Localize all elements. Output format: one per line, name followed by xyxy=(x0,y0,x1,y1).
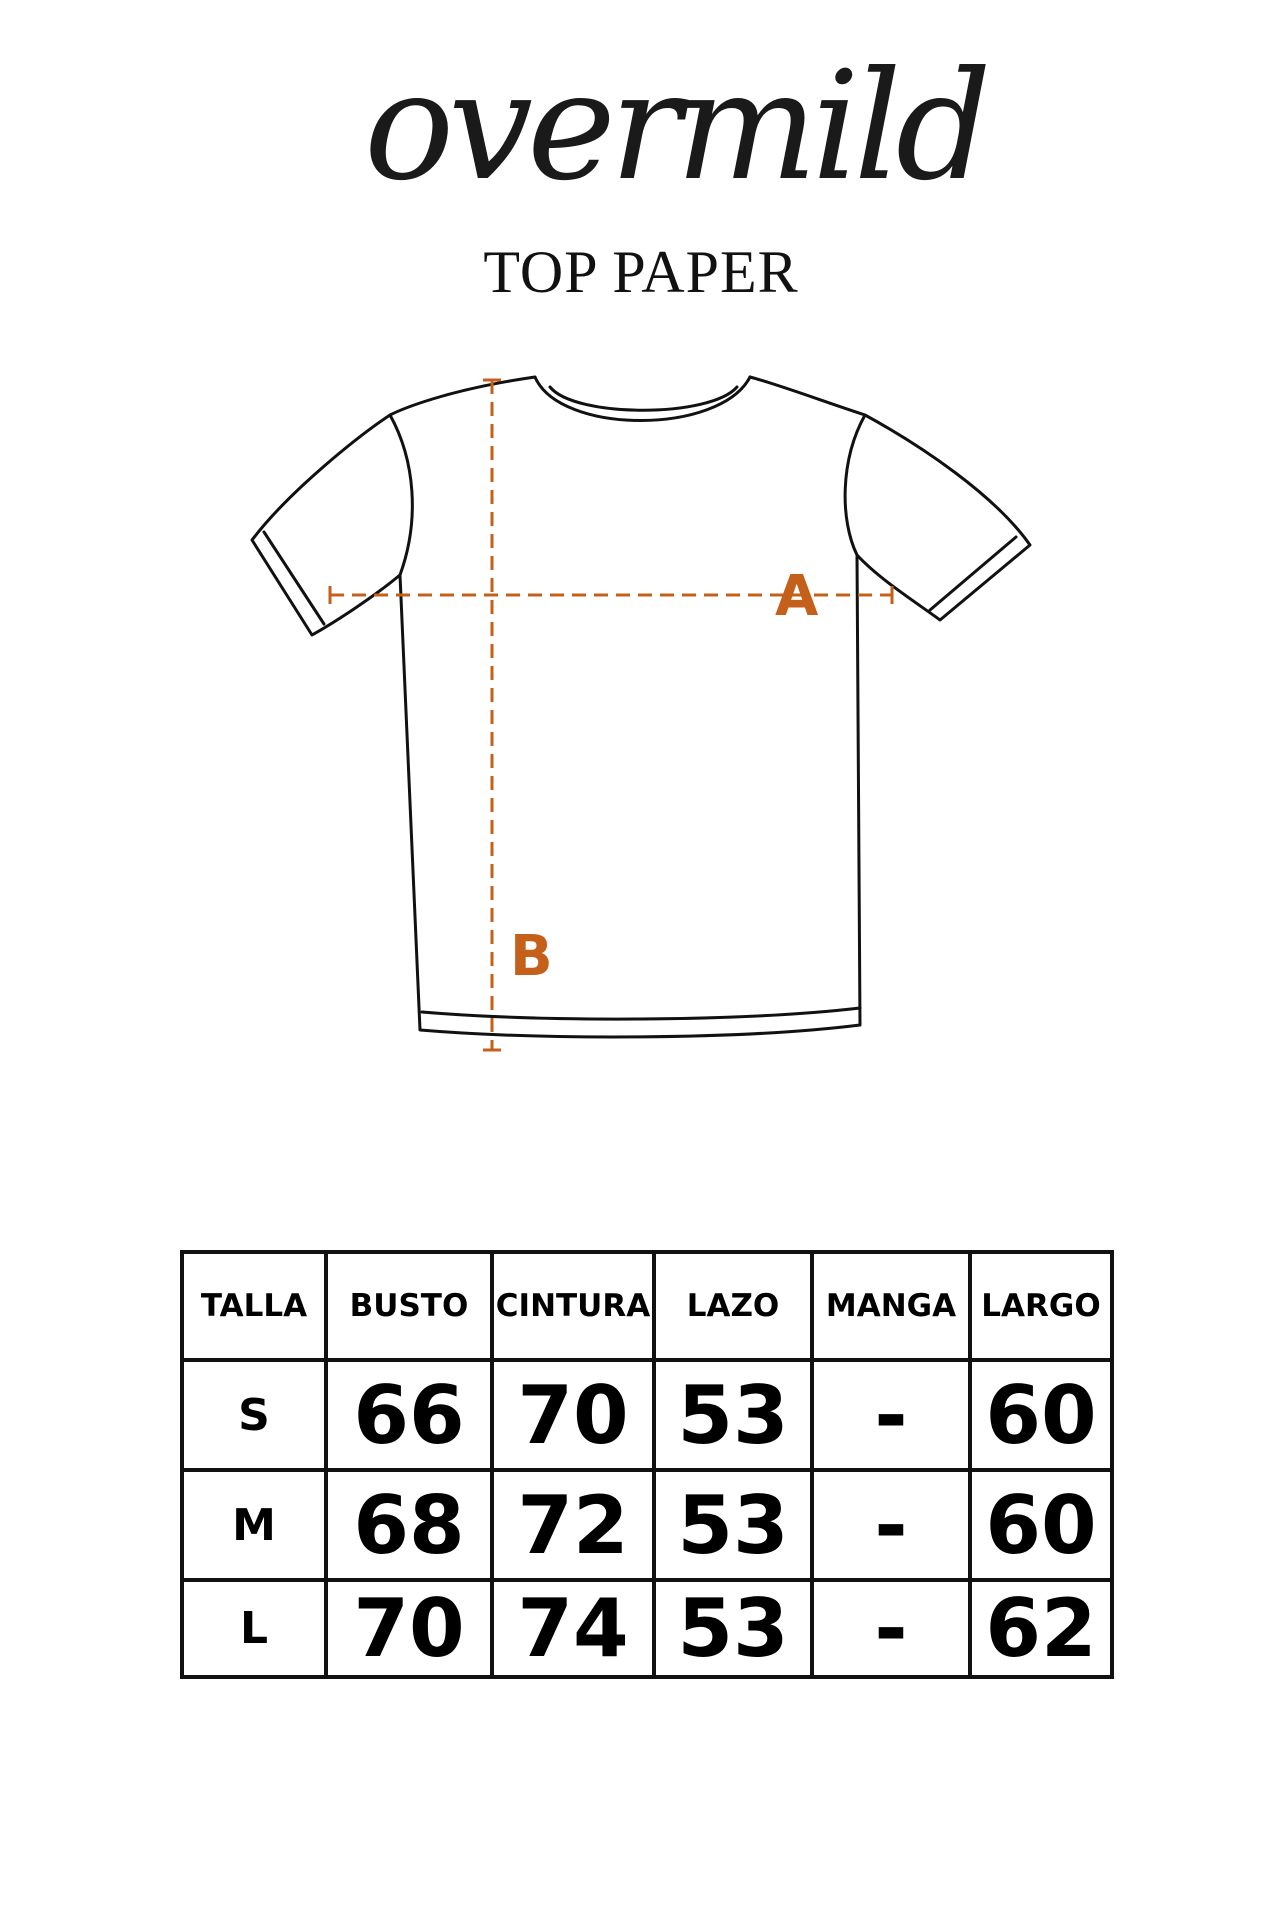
cell-largo: 60 xyxy=(970,1470,1112,1580)
header-talla: TALLA xyxy=(182,1252,326,1360)
brand-logo-svg xyxy=(340,18,986,258)
size-chart-table xyxy=(180,1250,1114,1679)
cell-lazo: 53 xyxy=(654,1580,812,1677)
tshirt-diagram-svg xyxy=(240,360,1060,1060)
table-row xyxy=(182,1360,1112,1470)
right-sleeve-cuff xyxy=(930,537,1016,610)
cell-largo: 62 xyxy=(970,1580,1112,1677)
left-armhole-seam xyxy=(390,415,412,575)
page-title: TOP PAPER xyxy=(483,239,799,305)
measure-a-label: A xyxy=(775,564,819,629)
cell-manga: - xyxy=(812,1360,970,1470)
cell-cintura: 72 xyxy=(492,1470,654,1580)
measure-b-label: B xyxy=(510,924,553,989)
tshirt-diagram xyxy=(240,360,1060,1060)
header-lazo: LAZO xyxy=(654,1252,812,1360)
cell-busto: 66 xyxy=(326,1360,492,1470)
right-armhole-seam xyxy=(845,415,865,555)
table-row xyxy=(182,1470,1112,1580)
cell-busto: 68 xyxy=(326,1470,492,1580)
header-largo: LARGO xyxy=(970,1252,1112,1360)
header-busto: BUSTO xyxy=(326,1252,492,1360)
hem-line xyxy=(422,1008,860,1019)
cell-lazo: 53 xyxy=(654,1470,812,1580)
cell-cintura: 70 xyxy=(492,1360,654,1470)
cell-talla: S xyxy=(182,1360,326,1470)
neckline-inner xyxy=(550,387,737,410)
brand-logo-text: overmild xyxy=(364,40,986,214)
header-cintura: CINTURA xyxy=(492,1252,654,1360)
cell-busto: 70 xyxy=(326,1580,492,1677)
cell-manga: - xyxy=(812,1580,970,1677)
brand-logo xyxy=(340,18,986,258)
table-header-row xyxy=(182,1252,1112,1360)
cell-lazo: 53 xyxy=(654,1360,812,1470)
table-row xyxy=(182,1580,1112,1677)
cell-cintura: 74 xyxy=(492,1580,654,1677)
cell-largo: 60 xyxy=(970,1360,1112,1470)
cell-talla: L xyxy=(182,1580,326,1677)
header-manga: MANGA xyxy=(812,1252,970,1360)
cell-talla: M xyxy=(182,1470,326,1580)
cell-manga: - xyxy=(812,1470,970,1580)
tshirt-outline xyxy=(252,377,1030,1037)
left-sleeve-cuff xyxy=(264,532,324,624)
